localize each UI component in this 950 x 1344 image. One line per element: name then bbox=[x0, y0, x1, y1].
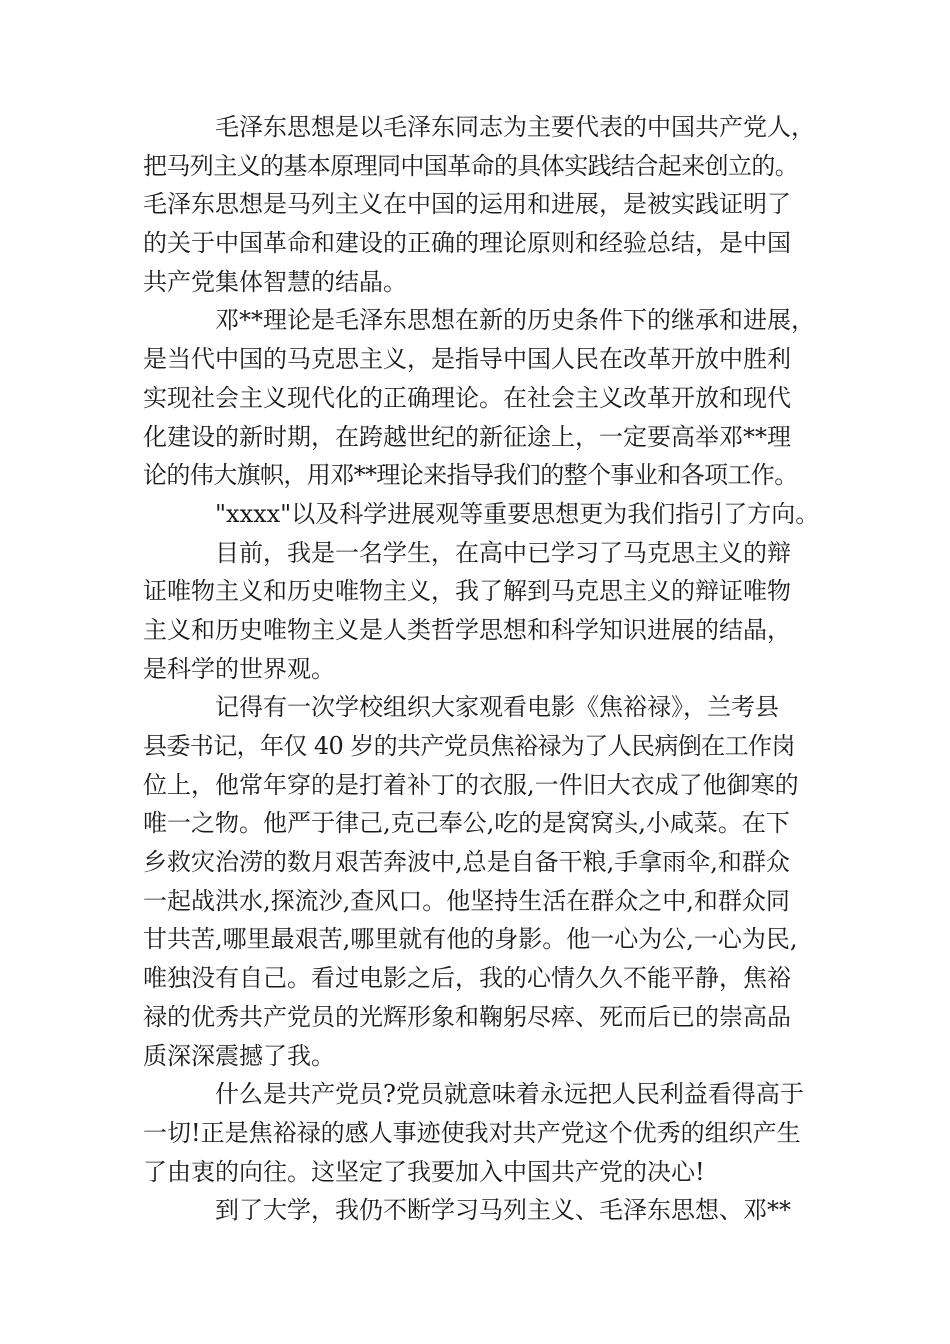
text-line: 把马列主义的基本原理同中国革命的具体实践结合起来创立的。 bbox=[143, 151, 799, 180]
text-line: 的关于中国革命和建设的正确的理论原则和经验总结，是中国 bbox=[143, 229, 791, 258]
paragraph-party-member bbox=[143, 1075, 805, 1191]
paragraph-jiao-yulu bbox=[143, 688, 805, 1075]
text-line: 是科学的世界观。 bbox=[143, 654, 335, 683]
text-line: 乡救灾治涝的数月艰苦奔波中,总是自备干粮,手拿雨伞,和群众 bbox=[143, 848, 790, 877]
text-line: 一起战洪水,探流沙,查风口。他坚持生活在群众之中,和群众同 bbox=[143, 886, 790, 915]
document-body bbox=[143, 108, 820, 1230]
text-line: 证唯物主义和历史唯物主义，我了解到马克思主义的辩证唯物 bbox=[143, 577, 791, 606]
text-line: 县委书记，年仅 40 岁的共产党员焦裕禄为了人民病倒在工作岗 bbox=[143, 732, 795, 760]
text-line: 一切!正是焦裕禄的感人事迹使我对共产党这个优秀的组织产生 bbox=[143, 1118, 801, 1147]
text-line: 位上，他常年穿的是打着补丁的衣服,一件旧大衣成了他御寒的 bbox=[143, 770, 799, 799]
paragraph-mao-thought bbox=[143, 108, 815, 301]
text-line: 实现社会主义现代化的正确理论。在社会主义改革开放和现代 bbox=[143, 383, 791, 412]
text-line: 目前，我是一名学生，在高中已学习了马克思主义的辩 bbox=[215, 538, 791, 567]
text-line: "xxxx"以及科学进展观等重要思想更为我们指引了方向。 bbox=[215, 499, 820, 528]
text-line: 质深深震撼了我。 bbox=[143, 1041, 335, 1070]
text-line: 化建设的新时期，在跨越世纪的新征途上，一定要高举邓**理 bbox=[143, 422, 791, 451]
text-line: 论的伟大旗帜，用邓**理论来指导我们的整个事业和各项工作。 bbox=[143, 461, 798, 490]
text-line: 毛泽东思想是以毛泽东同志为主要代表的中国共产党人， bbox=[215, 113, 815, 141]
text-line: 了由衷的向往。这坚定了我要加入中国共产党的决心! bbox=[143, 1157, 705, 1186]
text-line: 到了大学，我仍不断学习马列主义、毛泽东思想、邓** bbox=[215, 1196, 791, 1225]
paragraph-student bbox=[143, 534, 805, 689]
text-line: 唯独没有自己。看过电影之后，我的心情久久不能平静，焦裕 bbox=[143, 964, 791, 993]
text-line: 主义和历史唯物主义是人类哲学思想和科学知识进展的结晶， bbox=[143, 615, 791, 644]
text-line: 共产党集体智慧的结晶。 bbox=[143, 267, 407, 296]
paragraph-deng-theory bbox=[143, 301, 815, 494]
text-line: 禄的优秀共产党员的光辉形象和鞠躬尽瘁、死而后已的崇高品 bbox=[143, 1002, 791, 1031]
paragraph-important-thought bbox=[143, 495, 820, 534]
text-line: 是当代中国的马克思主义，是指导中国人民在改革开放中胜利 bbox=[143, 345, 791, 374]
text-line: 毛泽东思想是马列主义在中国的运用和进展，是被实践证明了 bbox=[143, 190, 791, 219]
text-line: 邓**理论是毛泽东思想在新的历史条件下的继承和进展， bbox=[215, 306, 815, 335]
text-line: 记得有一次学校组织大家观看电影《焦裕禄》，兰考县 bbox=[215, 693, 779, 722]
text-line: 唯一之物。他严于律己,克己奉公,吃的是窝窝头,小咸菜。在下 bbox=[143, 809, 790, 838]
text-line: 甘共苦,哪里最艰苦,哪里就有他的身影。他一心为公,一心为民, bbox=[143, 925, 798, 954]
text-line: 什么是共产党员?党员就意味着永远把人民利益看得高于 bbox=[215, 1080, 804, 1109]
paragraph-university bbox=[143, 1191, 805, 1230]
